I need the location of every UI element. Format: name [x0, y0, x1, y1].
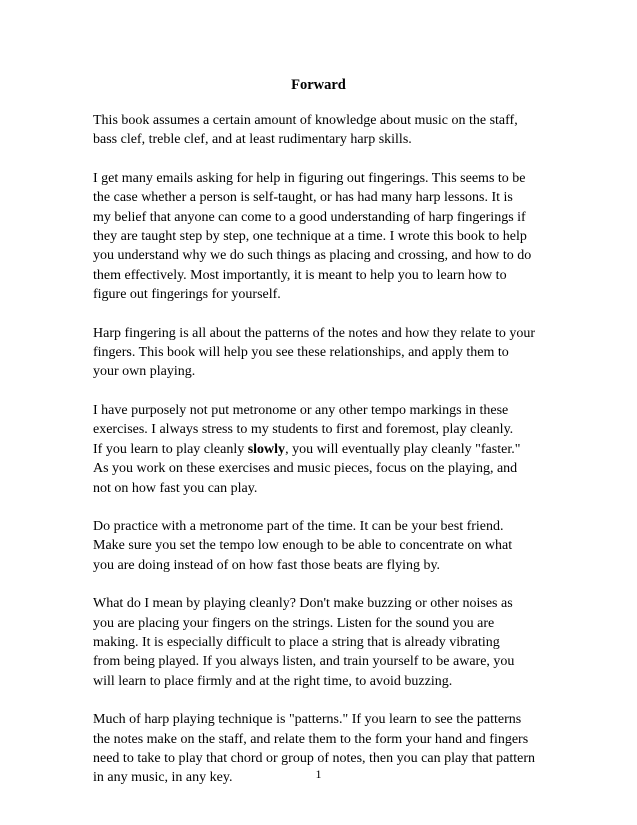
- page-title: Forward: [291, 77, 346, 93]
- emphasized-word: slowly: [247, 441, 286, 457]
- text-line: exercises. I always stress to my students to first and foremost, play cleanly.: [93, 422, 514, 438]
- text-line: will learn to place firmly and at the right time, to avoid buzzing.: [93, 673, 453, 689]
- text-line: This book assumes a certain amount of knowledge about music on the staff,: [93, 113, 518, 128]
- text-line: the case whether a person is self-taught, or has had many harp lessons. It is: [93, 190, 513, 206]
- text-line: you are placing your fingers on the strings. Listen for the sound you are: [93, 615, 495, 631]
- paragraph-playing-cleanly: [93, 594, 553, 691]
- text-line: bass clef, treble clef, and at least rudimentary harp skills.: [93, 132, 412, 148]
- text-line: figure out fingerings for yourself.: [93, 287, 281, 303]
- text-line: Harp fingering is all about the patterns of the notes and how they relate to your: [93, 325, 536, 341]
- text-line: you understand why we do such things as placing and crossing, and how to do: [93, 248, 532, 264]
- paragraph-patterns: [93, 324, 553, 382]
- text-segment: If you learn to play cleanly: [93, 441, 248, 457]
- text-line: not on how fast you can play.: [93, 480, 258, 496]
- text-segment: , you will eventually play cleanly "faster.": [285, 441, 521, 457]
- text-line: they are taught step by step, one technique at a time. I wrote this book to help: [93, 229, 527, 245]
- text-line: in any music, in any key.: [93, 770, 233, 786]
- paragraph-tempo: [93, 401, 553, 498]
- text-line: What do I mean by playing cleanly? Don't make buzzing or other noises as: [93, 596, 513, 612]
- text-line: your own playing.: [93, 364, 196, 380]
- text-line: I get many emails asking for help in figuring out fingerings. This seems to be: [93, 170, 526, 186]
- paragraph-fingering-help: [93, 169, 553, 305]
- text-line: Do practice with a metronome part of the time. It can be your best friend.: [93, 518, 504, 534]
- text-line: them effectively. Most importantly, it is meant to help you to learn how to: [93, 267, 507, 283]
- paragraph-intro: [93, 111, 553, 150]
- page-number: 1: [315, 767, 322, 781]
- body-text: [93, 111, 553, 807]
- text-line: fingers. This book will help you see these relationships, and apply them to: [93, 345, 509, 361]
- text-line: from being played. If you always listen, and train yourself to be aware, you: [93, 654, 515, 670]
- text-line-with-emphasis: [93, 440, 553, 459]
- text-line: Much of harp playing technique is "patterns." If you learn to see the patterns: [93, 712, 522, 728]
- text-line: making. It is especially difficult to place a string that is already vibrating: [93, 634, 500, 650]
- text-line: Make sure you set the tempo low enough to be able to concentrate on what: [93, 538, 513, 554]
- text-line: As you work on these exercises and music pieces, focus on the playing, and: [93, 461, 518, 477]
- text-line: my belief that anyone can come to a good understanding of harp fingerings if: [93, 209, 526, 225]
- text-line: need to take to play that chord or group of notes, then you can play that pattern: [93, 750, 536, 766]
- text-line: I have purposely not put metronome or any other tempo markings in these: [93, 402, 509, 418]
- paragraph-metronome: [93, 517, 553, 575]
- text-line: the notes make on the staff, and relate them to the form your hand and fingers: [93, 731, 529, 747]
- text-line: you are doing instead of on how fast those beats are flying by.: [93, 557, 441, 573]
